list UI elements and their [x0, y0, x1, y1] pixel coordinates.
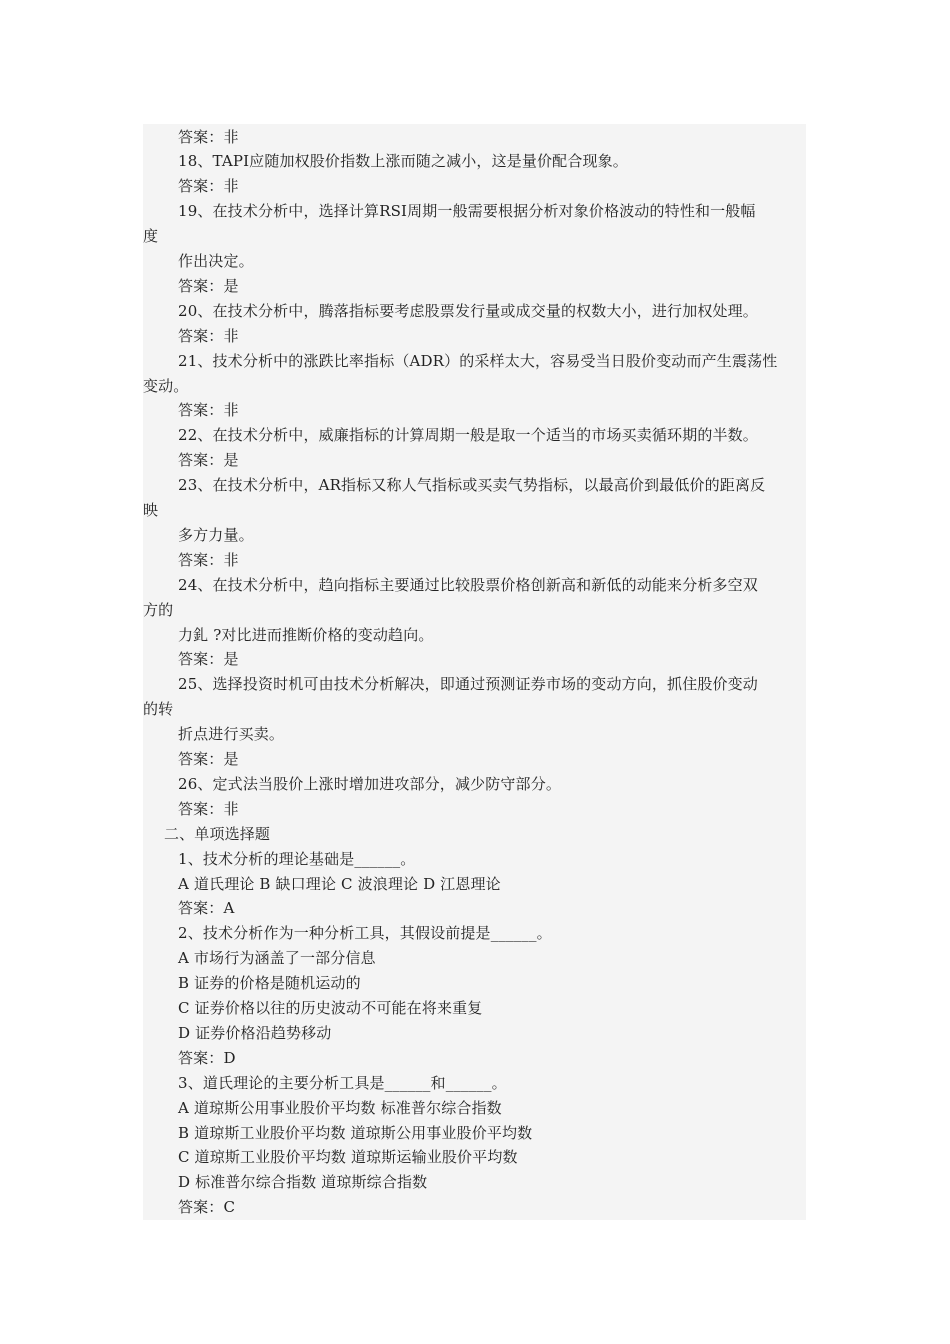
text-line: 映: [143, 501, 159, 519]
text-line: 26、定式法当股价上涨时增加进攻部分，减少防守部分。: [178, 774, 561, 793]
text-line: 18、TAPI应随加权股价指数上涨而随之减小，这是量价配合现象。: [178, 152, 628, 171]
text-line: C 道琼斯工业股价平均数 道琼斯运输业股价平均数: [178, 1148, 518, 1167]
text-line: 答案：非: [178, 127, 239, 146]
text-line: 答案：A: [178, 899, 235, 918]
text-line: 答案：是: [178, 451, 239, 470]
text-line: B 道琼斯工业股价平均数 道琼斯公用事业股价平均数: [178, 1123, 533, 1142]
text-line: 答案：非: [178, 401, 239, 420]
text-line: 方的: [143, 600, 174, 619]
text-line: 作出决定。: [178, 252, 254, 270]
text-line: 变动。: [143, 376, 189, 395]
document-text-block: [143, 124, 806, 1220]
text-line: 答案：非: [178, 177, 239, 196]
text-line: 22、在技术分析中，威廉指标的计算周期一般是取一个适当的市场买卖循环期的半数。: [178, 426, 758, 445]
text-line: 答案：是: [178, 650, 239, 669]
text-line: 3、道氏理论的主要分析工具是______和______。: [178, 1073, 507, 1092]
text-line: 答案：非: [178, 550, 239, 569]
text-line: 23、在技术分析中，AR指标又称人气指标或买卖气势指标，以最高价到最低价的距离反: [178, 476, 766, 495]
text-line: 24、在技术分析中，趋向指标主要通过比较股票价格创新高和新低的动能来分析多空双: [178, 575, 758, 594]
text-line: 折点进行买卖。: [178, 725, 285, 744]
text-line: 多方力量。: [178, 525, 254, 544]
text-line: 25、选择投资时机可由技术分析解决，即通过预测证券市场的变动方向，抓住股价变动: [178, 675, 758, 694]
text-line: A 道氏理论 B 缺口理论 C 波浪理论 D 江恩理论: [178, 874, 501, 893]
text-line: D 标准普尔综合指数 道琼斯综合指数: [178, 1173, 428, 1192]
text-line: C 证券价格以往的历史波动不可能在将来重复: [178, 999, 483, 1017]
text-line: B 证券的价格是随机运动的: [178, 974, 361, 993]
text-line: 答案：是: [178, 276, 239, 295]
text-line: 19、在技术分析中，选择计算RSI周期一般需要根据分析对象价格波动的特性和一般幅: [178, 202, 756, 221]
text-line: 21、技术分析中的涨跌比率指标（ADR）的采样太大，容易受当日股价变动而产生震荡性: [178, 351, 778, 370]
text-line: 力釓 ?对比进而推断价格的变动趋向。: [178, 625, 434, 644]
text-line: D 证券价格沿趋势移动: [178, 1023, 332, 1042]
text-line: 1、技术分析的理论基础是______。: [178, 849, 416, 868]
text-line: 度: [143, 227, 159, 246]
text-line: 的转: [143, 700, 174, 719]
text-line: 2、技术分析作为一种分析工具，其假设前提是______。: [178, 924, 552, 943]
text-line: A 市场行为涵盖了一部分信息: [178, 949, 376, 968]
text-line: 答案：非: [178, 799, 239, 818]
text-line: 答案：C: [178, 1198, 236, 1217]
text-line: A 道琼斯公用事业股价平均数 标准普尔综合指数: [178, 1098, 502, 1117]
text-line: 二、单项选择题: [164, 824, 271, 843]
text-line: 答案：D: [178, 1048, 236, 1067]
text-line: 答案：非: [178, 326, 239, 345]
text-line: 答案：是: [178, 750, 239, 768]
text-line: 20、在技术分析中，腾落指标要考虑股票发行量或成交量的权数大小，进行加权处理。: [178, 301, 758, 320]
